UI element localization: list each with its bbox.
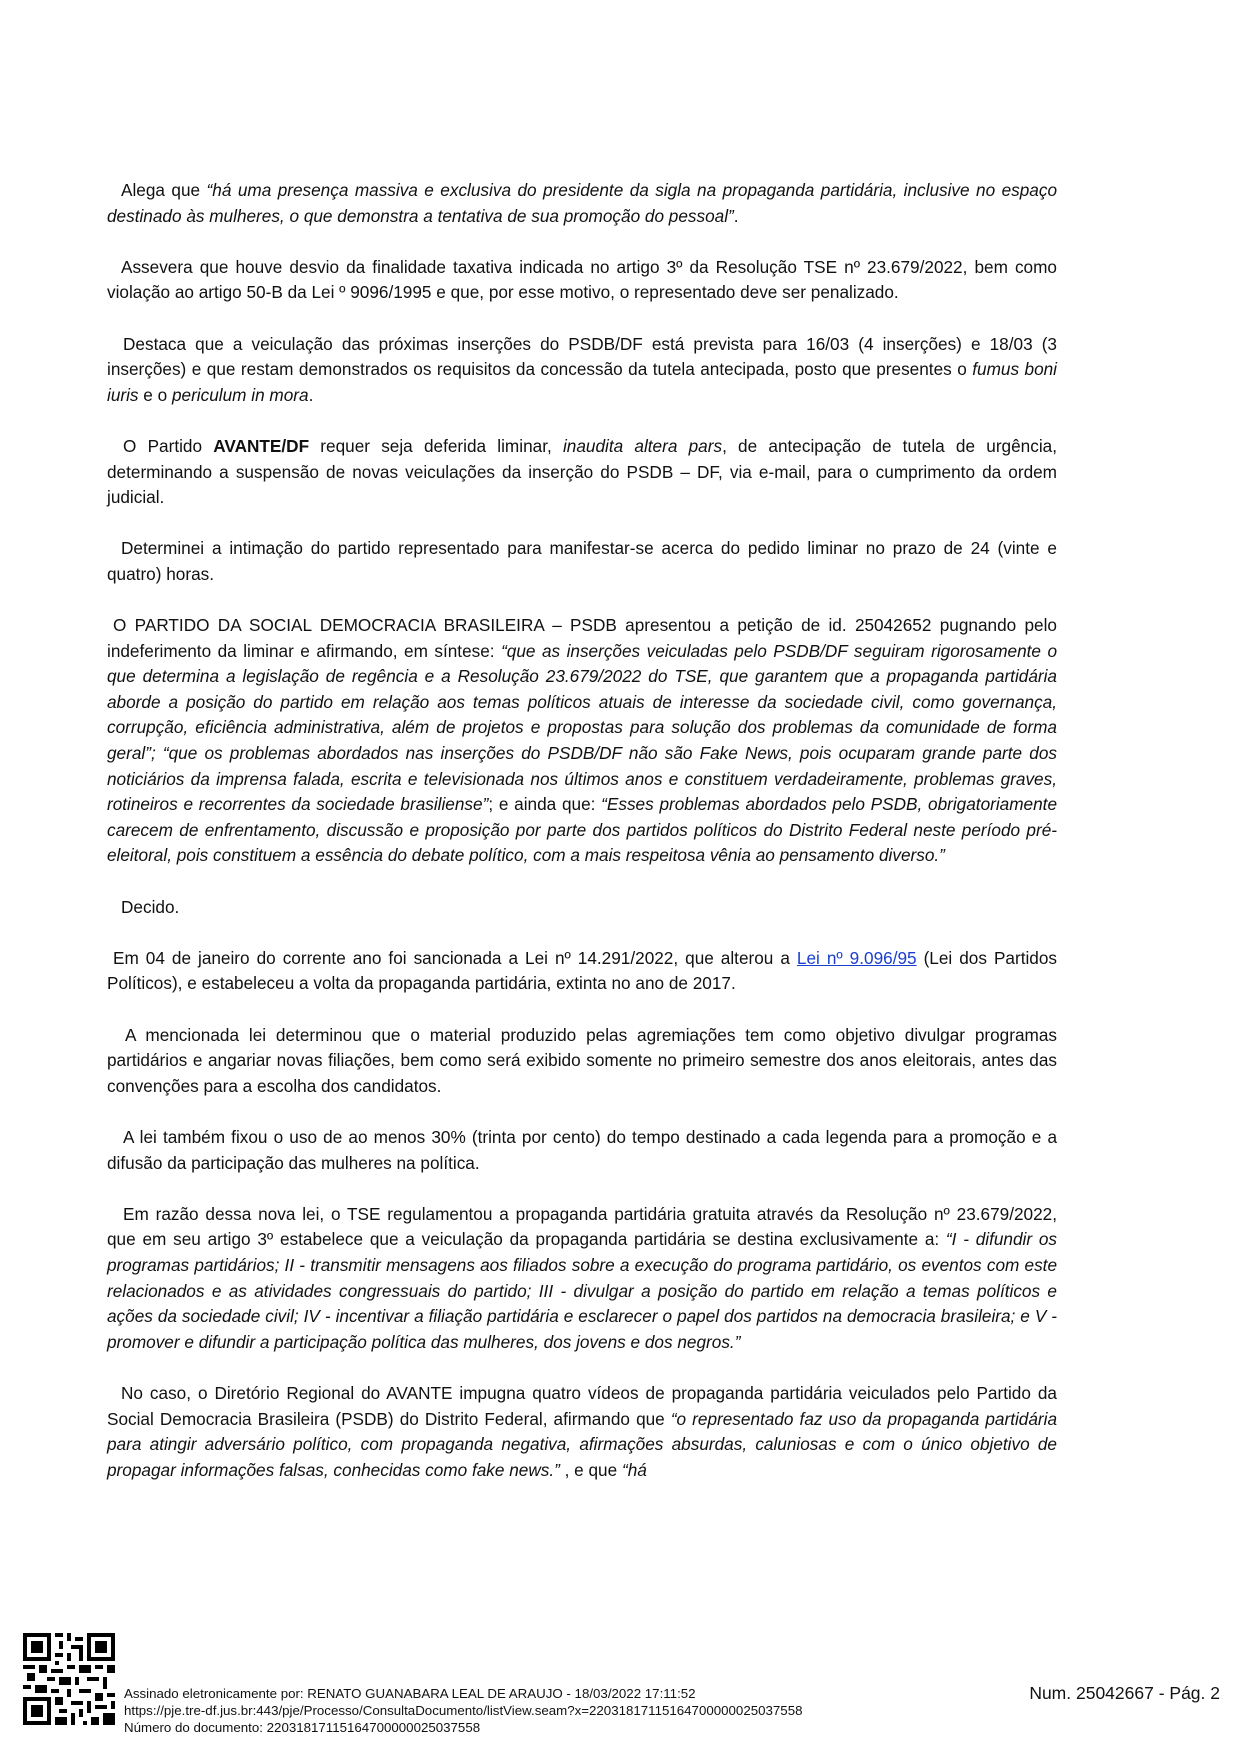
paragraph-law-change: Em 04 de janeiro do corrente ano foi sancionada a Lei nº 14.291/2022, que alterou a Lei nº 9.096/95 (Lei dos Partidos Políticos), e estabeleceu a volta da propaganda partidária, extinta no ano de 2017. [107, 947, 1057, 994]
quote: “há uma presença massiva e exclusiva do presidente da sigla na propaganda partidária, inclusive no espaço destinado às mulheres, o que demonstra a tentativa de sua promoção do pessoal” [107, 180, 1058, 226]
paragraph-allegation: Alega que “há uma presença massiva e exclusiva do presidente da sigla na propaganda partidária, inclusive no espaço destinado às mulheres, o que demonstra a tentativa de sua promoção do pessoal”. [107, 180, 1058, 226]
paragraph-schedule: Destaca que a veiculação das próximas inserções do PSDB/DF está prevista para 16/03 (4 inserções) e 18/03 (3 inserções) e que restam demonstrados os requisitos da concessão da tutela antecipada, posto que presentes o fumus boni iuris e o periculum in mora. [107, 333, 1058, 405]
document-url[interactable]: https://pje.tre-df.jus.br:443/pje/Processo/ConsultaDocumento/listView.seam?x=22031817115164700000025037558 [124, 1703, 803, 1718]
party-name: AVANTE/DF [213, 435, 310, 456]
paragraph-assertion: Assevera que houve desvio da finalidade taxativa indicada no artigo 3º da Resolução TSE nº 23.679/2022, bem como violação ao artigo 50-B da Lei º 9096/1995 e que, por esse motivo, o representado deve ser penalizado. [107, 256, 1057, 303]
paragraph-psdb-petition: O PARTIDO DA SOCIAL DEMOCRACIA BRASILEIRA – PSDB apresentou a petição de id. 25042652 pugnando pelo indeferimento da liminar e afirmando, em síntese: “que as inserções veiculadas pelo PSDB/DF seguiram rigorosamente o que determina a legislação de regência e a Resolução 23.679/2022 do TSE, que garantem que a propaganda partidária aborde a posição do partido em relação aos temas políticos atuais de interesse da sociedade civil, como governança, corrupção, eficiência administrativa, além de projetos e propostas para solução dos problemas da comunidade de forma geral”; “que os problemas abordados nas inserções do PSDB/DF não são Fake News, pois ocuparam grande parte dos noticiários da imprensa falada, escrita e televisionada nos últimos anos e constituem verdadeiramente, problemas graves, rotineiros e recorrentes da sociedade brasiliense”; e ainda que: “Esses problemas abordados pelo PSDB, obrigatoriamente carecem de enfrentamento, discussão e proposição por parte dos partidos políticos do Distrito Federal neste período pré-eleitoral, pois constituem a essência do debate político, com a mais respeitosa vênia ao pensamento diverso.” [107, 615, 1057, 866]
law-link[interactable]: Lei nº 9.096/95 [796, 947, 917, 968]
document-number: Número do documento: 22031817115164700000025037558 [124, 1720, 481, 1735]
paragraph-tse-regulation: Em razão dessa nova lei, o TSE regulamentou a propaganda partidária gratuita através da Resolução nº 23.679/2022, que em seu artigo 3º estabelece que a veiculação da propaganda partidária se destina exclusivamente a: “I - difundir os programas partidários; II - transmitir mensagens aos filiados sobre a execução do programa partidário, os eventos com este relacionados e as atividades congressuais do partido; III - divulgar a posição do partido em relação a temas políticos e ações da sociedade civil; IV - incentivar a filiação partidária e esclarecer o papel dos partidos na democracia brasileira; e V - promover e difundir a participação política das mulheres, dos jovens e dos negros.” [107, 1203, 1057, 1352]
paragraph-decision-heading: Decido. [121, 896, 180, 917]
document-body [107, 178, 1057, 1509]
paragraph-summons: Determinei a intimação do partido representado para manifestar-se acerca do pedido liminar no prazo de 24 (vinte e quatro) horas. [107, 538, 1057, 584]
page-number: Num. 25042667 - Pág. 2 [1029, 1683, 1220, 1703]
paragraph-request: O Partido AVANTE/DF requer seja deferida liminar, inaudita altera pars, de antecipação de tutela de urgência, determinando a suspensão de novas veiculações da inserção do PSDB – DF, via e-mail, para o cumprimento da ordem judicial. [107, 435, 1057, 508]
paragraph-law-purpose: A mencionada lei determinou que o material produzido pelas agremiações tem como objetivo divulgar programas partidários e angariar novas filiações, bem como será exibido somente no primeiro semestre dos anos eleitorais, antes das convenções para a escolha dos candidatos. [107, 1024, 1057, 1096]
signature-block [124, 1685, 803, 1736]
signed-by: Assinado eletronicamente por: RENATO GUANABARA LEAL DE ARAUJO - 18/03/2022 17:11:52 [124, 1686, 696, 1701]
paragraph-case: No caso, o Diretório Regional do AVANTE impugna quatro vídeos de propaganda partidária veiculados pelo Partido da Social Democracia Brasileira (PSDB) do Distrito Federal, afirmando que “o representado faz uso da propaganda partidária para atingir adversário político, com propaganda negativa, afirmações absurdas, caluniosas e com o único objetivo de propagar informações falsas, conhecidas como fake news.” , e que “há [107, 1382, 1058, 1480]
paragraph-women-quota: A lei também fixou o uso de ao menos 30% (trinta por cento) do tempo destinado a cada legenda para a promoção e a difusão da participação das mulheres na política. [107, 1126, 1057, 1173]
qr-code-icon[interactable] [23, 1633, 115, 1725]
